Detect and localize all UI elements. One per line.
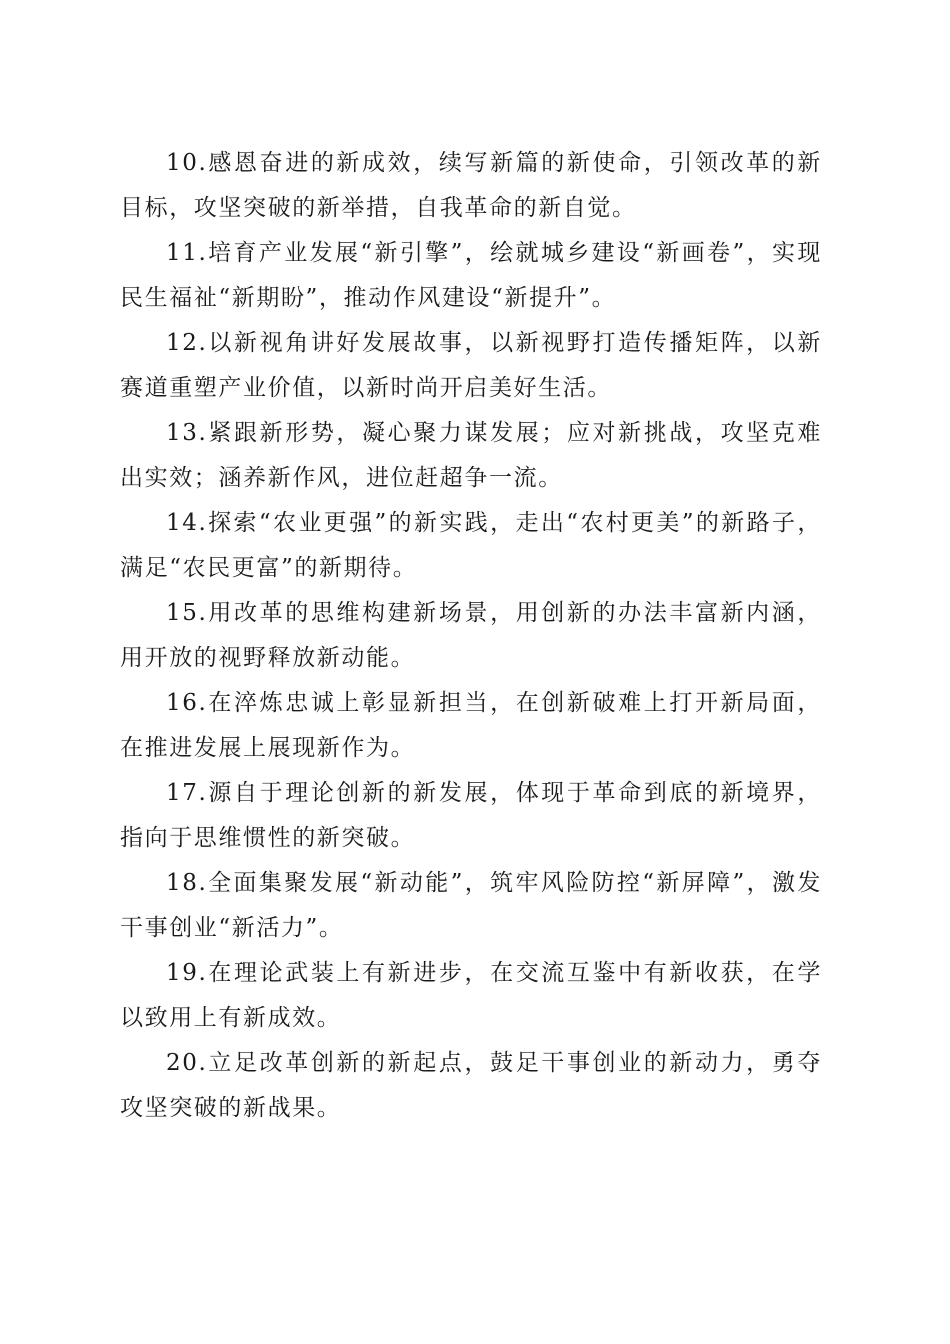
- paragraph-16: 16.在淬炼忠诚上彰显新担当，在创新破难上打开新局面，在推进发展上展现新作为。: [120, 690, 822, 761]
- paragraph-19: 19.在理论武装上有新进步，在交流互鉴中有新收获，在学以致用上有新成效。: [120, 960, 822, 1031]
- document-body: [120, 141, 822, 1131]
- paragraph-20: 20.立足改革创新的新起点，鼓足干事创业的新动力，勇夺攻坚突破的新战果。: [120, 1050, 822, 1121]
- paragraph-17: 17.源自于理论创新的新发展，体现于革命到底的新境界，指向于思维惯性的新突破。: [120, 780, 822, 851]
- paragraph-15: 15.用改革的思维构建新场景，用创新的办法丰富新内涵，用开放的视野释放新动能。: [120, 600, 822, 671]
- paragraph-18: 18.全面集聚发展“新动能”，筑牢风险防控“新屏障”，激发干事创业“新活力”。: [120, 870, 822, 941]
- paragraph-12: 12.以新视角讲好发展故事，以新视野打造传播矩阵，以新赛道重塑产业价值，以新时尚开启美好生活。: [120, 330, 822, 401]
- paragraph-11: 11.培育产业发展“新引擎”，绘就城乡建设“新画卷”，实现民生福祉“新期盼”，推动作风建设“新提升”。: [120, 240, 822, 311]
- paragraph-13: 13.紧跟新形势，凝心聚力谋发展；应对新挑战，攻坚克难出实效；涵养新作风，进位赶超争一流。: [120, 420, 822, 491]
- paragraph-14: 14.探索“农业更强”的新实践，走出“农村更美”的新路子，满足“农民更富”的新期待。: [120, 510, 822, 581]
- paragraph-10: 10.感恩奋进的新成效，续写新篇的新使命，引领改革的新目标，攻坚突破的新举措，自我革命的新自觉。: [120, 150, 822, 221]
